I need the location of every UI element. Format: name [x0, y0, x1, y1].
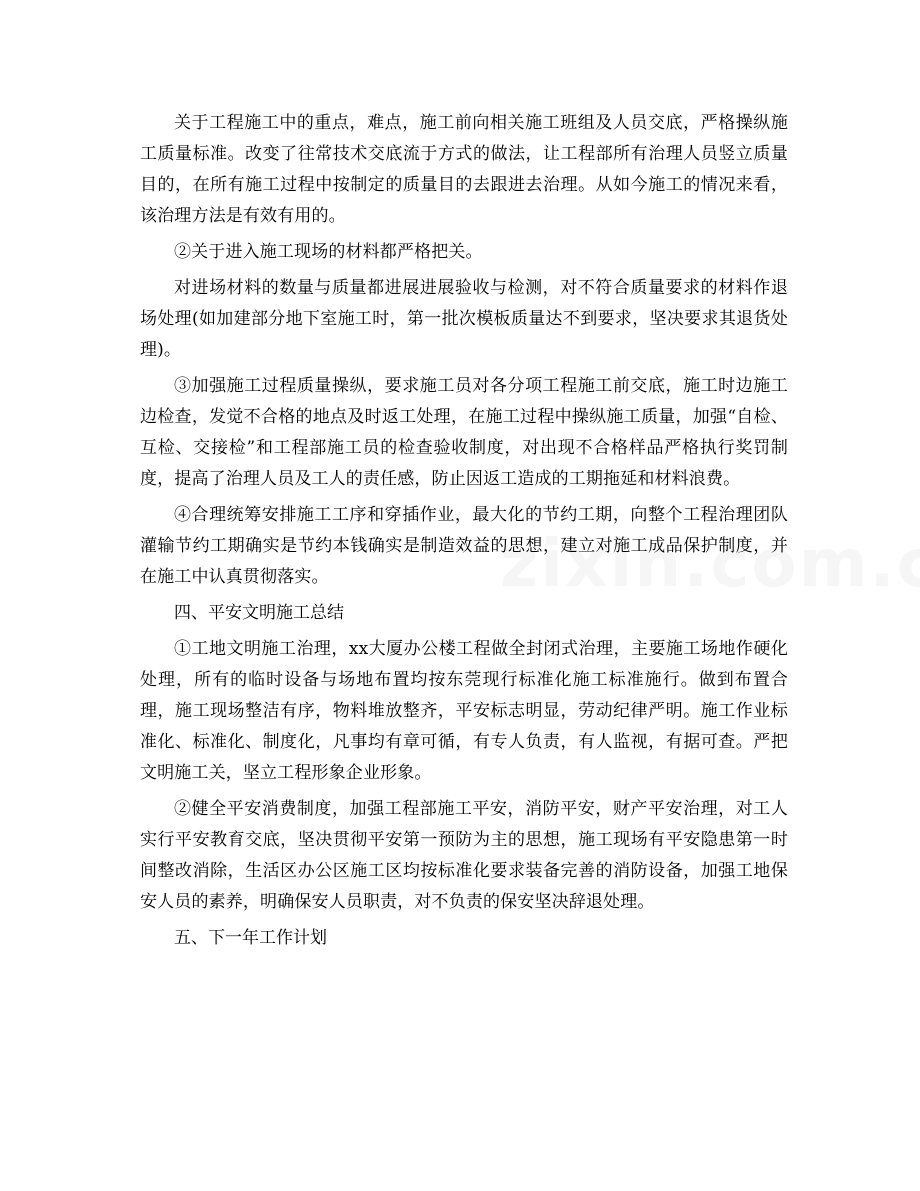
paragraph-process-quality: ③加强施工过程质量操纵，要求施工员对各分项工程施工前交底，施工时边施工边检查，发觉不合格的地点及时返工处理，在施工过程中操纵施工质量，加强“自检、互检、交接检”和工程部施工员的检查验收制度，对出现不合格样品严格执行奖罚制度，提高了治理人员及工人的责任感，防止因返工造成的工期拖延和材料浪费。 [140, 376, 788, 489]
paragraph-material-control: ②关于进入施工现场的材料都严格把关。 [174, 242, 483, 262]
section-heading-safety: 四、平安文明施工总结 [174, 603, 344, 623]
paragraph-schedule-planning: ④合理统筹安排施工工序和穿插作业，最大化的节约工期，向整个工程治理团队灌输节约工期确实是节约本钱确实是制造效益的思想，建立对施工成品保护制度，并在施工中认真贯彻落实。 [140, 505, 788, 587]
document-body [140, 108, 788, 959]
paragraph-safety-system: ②健全平安消费制度，加强工程部施工平安，消防平安，财产平安治理，对工人实行平安教育交底，坚决贯彻平安第一预防为主的思想，施工现场有平安隐患第一时间整改消除，生活区办公区施工区均按标准化要求装备完善的消防设备，加强工地保安人员的素养，明确保安人员职责，对不负责的保安坚决辞退处理。 [140, 799, 788, 912]
paragraph-material-inspection: 对进场材料的数量与质量都进展进展验收与检测，对不符合质量要求的材料作退场处理(如加建部分地下室施工时，第一批次模板质量达不到要求，坚决要求其退货处理)。 [140, 278, 788, 360]
paragraph-site-management: ①工地文明施工治理，xx大厦办公楼工程做全封闭式治理，主要施工场地作硬化处理，所有的临时设备与场地布置均按东莞现行标准化施工标准施行。做到布置合理，施工现场整洁有序，物料堆放整齐，平安标志明显，劳动纪律严明。施工作业标准化、标准化、制度化，凡事均有章可循，有专人负责，有人监视，有据可查。严把文明施工关，坚立工程形象企业形象。 [140, 639, 788, 783]
paragraph-quality-focus: 关于工程施工中的重点，难点，施工前向相关施工班组及人员交底，严格操纵施工质量标准。改变了往常技术交底流于方式的做法，让工程部所有治理人员竖立质量目的，在所有施工过程中按制定的质量目的去跟进去治理。从如今施工的情况来看，该治理方法是有效有用的。 [140, 113, 788, 226]
section-heading-next-year: 五、下一年工作计划 [174, 928, 327, 948]
